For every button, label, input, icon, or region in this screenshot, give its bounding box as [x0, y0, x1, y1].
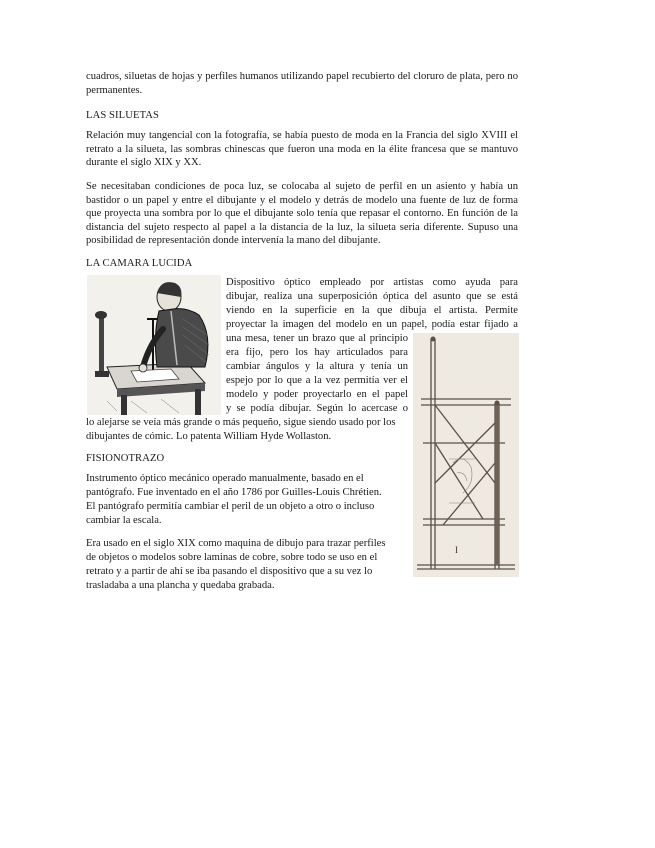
camara-line-7: cambiar ángulos y la altura y tenía un	[226, 361, 408, 372]
fisio-p2-line-1: Era usado en el siglo XIX como maquina de dibujo para trazar perfiles	[86, 538, 386, 549]
camara-line-12: dibujantes de cómic. Lo patenta William Hyde Wollaston.	[86, 431, 332, 442]
fisio-p2-line-3: retrato y a partir de ahí se iba pasando el dispositivo que a su vez lo	[86, 566, 373, 577]
fisio-p1-line-4: cambiar la escala.	[86, 515, 162, 526]
camara-line-8: espejo por lo que a la vez permitía ver el	[226, 375, 408, 386]
siluetas-paragraph-2: Se necesitaban condiciones de poca luz, se colocaba al sujeto de perfil en un asiento y había un bastidor o un papel y entre el dibujante y el modelo y detrás de modelo una fuente de luz de forma que proyecta una sombra por lo que el dibujante solo tenía que repasar el contorno. En función de la distancia del sujeto respecto al papel a la distancia de la luz, la silueta seria diferente. Supuso una posibilidad de representación donde intervenía la mano del dibujante.	[86, 181, 518, 247]
camara-line-2: dibujar, realiza una superposición óptica del asunto que se está	[226, 291, 518, 302]
fisionotrazo-figure-label: I	[455, 545, 458, 555]
camara-line-5: una mesa, tener un brazo que al principio	[226, 333, 408, 344]
camara-line-9: modelo y poder proyectarlo en el papel	[226, 389, 408, 400]
heading-siluetas: LAS SILUETAS	[86, 110, 160, 121]
heading-fisionotrazo: FISIONOTRAZO	[86, 453, 165, 464]
siluetas-paragraph-1: Relación muy tangencial con la fotografía, se había puesto de moda en la Francia del siglo XVIII el retrato a la silueta, las sombras chinescas que fueron una moda en la élite francesa que se mantuvo durante el siglo XIX y XX.	[86, 130, 518, 169]
fisio-p2-line-2: de objetos o modelos sobre laminas de cobre, sobre todo se uso en el	[86, 552, 378, 563]
camara-line-3: viendo en la superficie en la que dibuja el artista. Permite	[226, 305, 518, 316]
fisio-p1-line-2: pantógrafo. Fue inventado en el año 1786 por Guilles-Louis Chrétien.	[86, 487, 382, 498]
intro-paragraph: cuadros, siluetas de hojas y perfiles humanos utilizando papel recubierto del cloruro de plata, pero no permanentes.	[86, 71, 518, 96]
heading-camara-lucida: LA CAMARA LUCIDA	[86, 258, 193, 269]
camara-lucida-image	[87, 275, 221, 415]
camara-line-4: proyectar la imagen del modelo en un papel, podía estar fijado a	[226, 319, 518, 330]
camara-line-6: era fijo, pero los hay articulados para	[226, 347, 408, 358]
camara-line-10: y se podía dibujar. Según lo acercase o	[226, 403, 408, 414]
camara-line-11: lo alejarse se veía más grande o más pequeño, sigue siendo usado por los	[86, 417, 396, 428]
fisio-p1-line-3: El pantógrafo permitía cambiar el peril de un objeto a otro o incluso	[86, 501, 375, 512]
fisio-p1-line-1: Instrumento óptico mecánico operado manualmente, basado en el	[86, 473, 364, 484]
fisio-p2-line-4: trasladaba a una plancha y quedaba grabada.	[86, 580, 275, 591]
camara-lucida-illustration	[87, 275, 221, 415]
fisionotrazo-image	[413, 333, 519, 577]
camara-line-1: Dispositivo óptico empleado por artistas como ayuda para	[226, 277, 518, 288]
fisionotrazo-illustration	[413, 333, 519, 577]
